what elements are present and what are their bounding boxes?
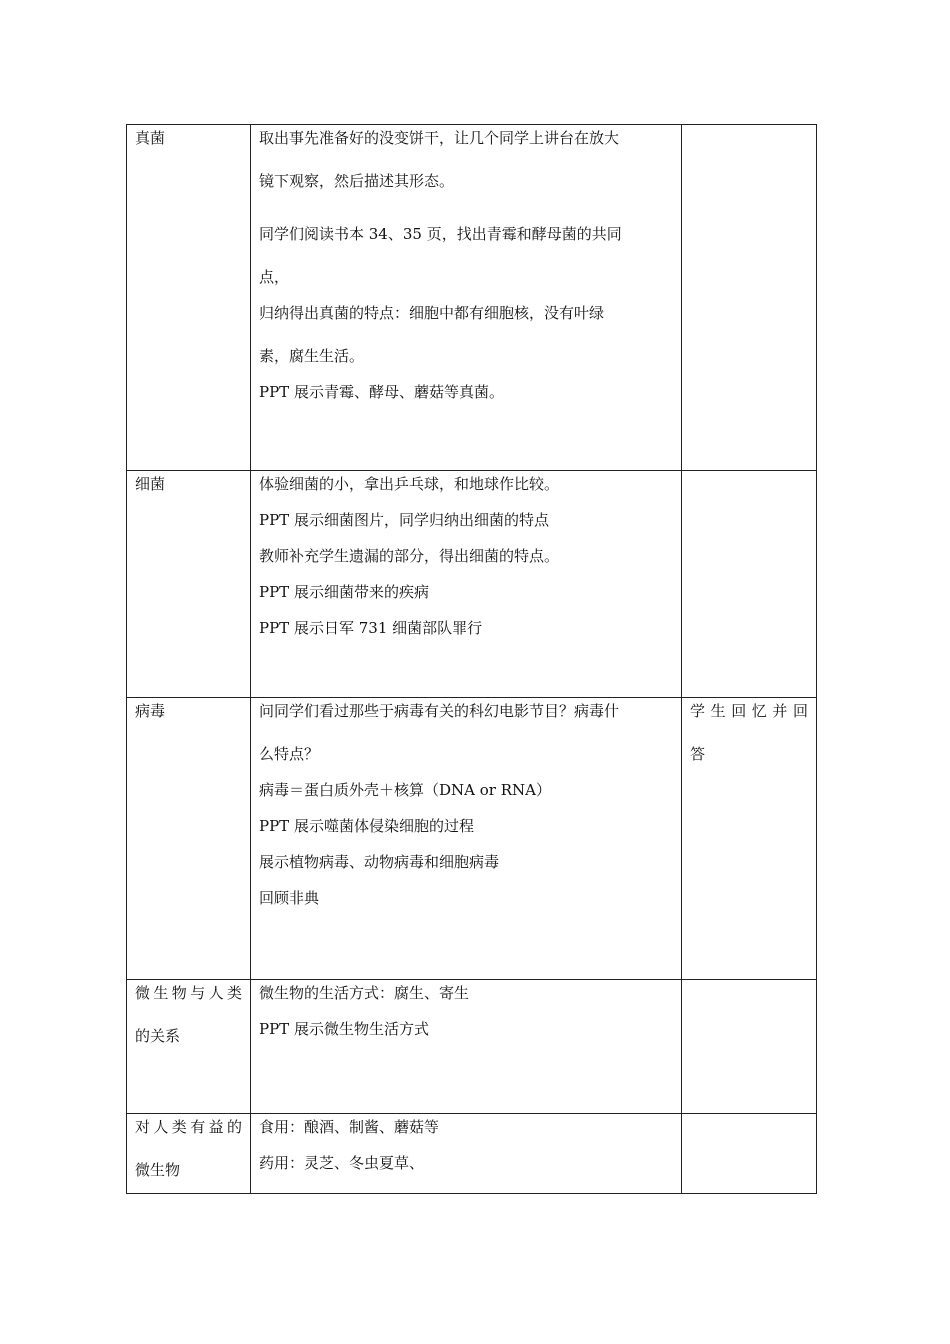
content-line: 微生物的生活方式：腐生、寄生 [259,984,470,1002]
table-row-fungi [127,125,817,471]
content-line: 教师补充学生遗漏的部分，得出细菌的特点。 [259,547,560,565]
topic-text: 对人类有益的 [135,1118,242,1136]
content-line: 素，腐生生活。 [259,347,365,365]
topic-text: 细菌 [135,475,166,493]
student-cell [682,471,817,698]
content-cell [251,980,682,1114]
content-line: PPT 展示微生物生活方式 [259,1020,429,1038]
student-text: 学生回忆并回 [690,702,808,720]
content-line: 归纳得出真菌的特点：细胞中都有细胞核，没有叶绿 [259,304,605,322]
table-row-microbes-humans [127,980,817,1114]
content-line: 么特点？ [259,745,320,763]
content-line: 展示植物病毒、动物病毒和细胞病毒 [259,853,500,871]
content-line: PPT 展示青霉、酵母、蘑菇等真菌。 [259,383,504,401]
topic-text: 的关系 [135,1027,181,1045]
topic-cell [127,471,251,698]
content-cell [251,471,682,698]
content-line: PPT 展示噬菌体侵染细胞的过程 [259,817,474,835]
content-line: PPT 展示细菌带来的疾病 [259,583,429,601]
content-line: PPT 展示细菌图片，同学归纳出细菌的特点 [259,511,549,529]
content-cell [251,698,682,980]
content-line: 病毒＝蛋白质外壳＋核算（DNA or RNA） [259,781,551,799]
student-cell [682,980,817,1114]
topic-cell [127,125,251,471]
lesson-plan-table [126,124,817,1194]
content-line: 回顾非典 [259,889,320,907]
content-line: 同学们阅读书本 34、35 页，找出青霉和酵母菌的共同 [259,225,622,243]
content-line: 镜下观察，然后描述其形态。 [259,172,455,190]
student-cell [682,698,817,980]
topic-text: 微生物 [135,1161,181,1179]
topic-text: 微生物与人类 [135,984,242,1002]
student-cell [682,125,817,471]
topic-text: 病毒 [135,702,166,720]
content-cell [251,125,682,471]
student-text: 答 [690,745,706,763]
content-line: 点， [259,268,290,286]
topic-cell [127,980,251,1114]
content-line: 体验细菌的小，拿出乒乓球，和地球作比较。 [259,475,560,493]
table-row-virus [127,698,817,980]
content-line: PPT 展示日军 731 细菌部队罪行 [259,619,483,637]
topic-text: 真菌 [135,129,166,147]
topic-cell [127,698,251,980]
content-line: 药用：灵芝、冬虫夏草、 [259,1154,425,1172]
student-cell [682,1114,817,1194]
table-row-beneficial-microbes [127,1114,817,1194]
content-cell [251,1114,682,1194]
content-line: 食用：酿酒、制酱、蘑菇等 [259,1118,440,1136]
table-row-bacteria [127,471,817,698]
topic-cell [127,1114,251,1194]
content-line: 问同学们看过那些于病毒有关的科幻电影节目？病毒什 [259,702,620,720]
content-line: 取出事先准备好的没变饼干，让几个同学上讲台在放大 [259,129,620,147]
